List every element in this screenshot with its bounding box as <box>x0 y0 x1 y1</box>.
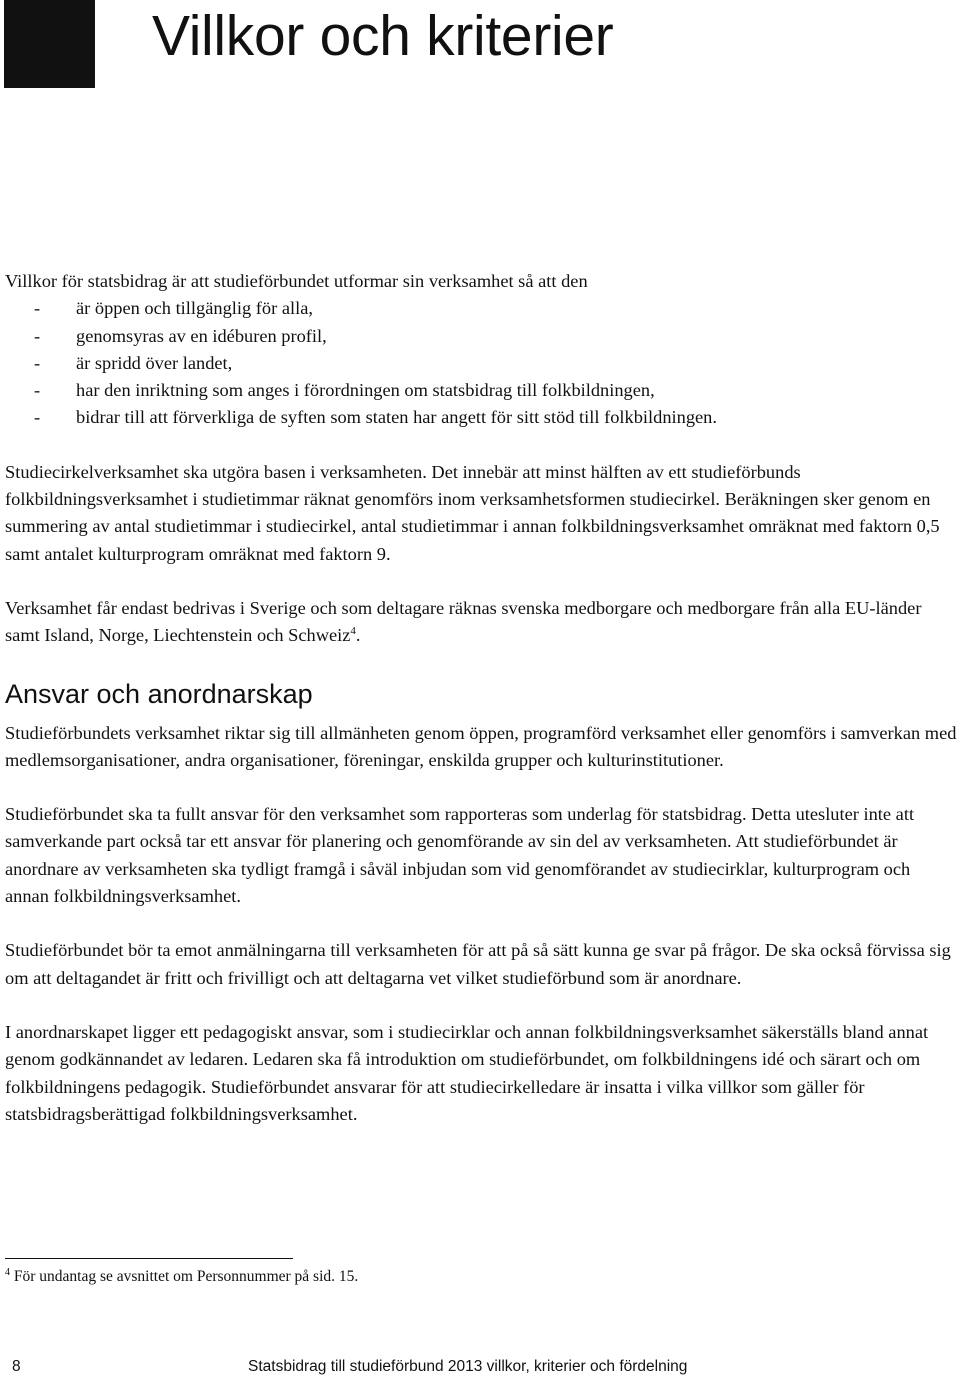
list-item-text: är spridd över landet, <box>76 352 233 373</box>
page-title: Villkor och kriterier <box>152 4 614 68</box>
footnote-reference: 4 <box>350 625 356 638</box>
intro-lead: Villkor för statsbidrag är att studieförbundet utformar sin verksamhet så att den <box>5 271 588 291</box>
list-item <box>5 295 957 322</box>
list-item-text: är öppen och tillgänglig för alla, <box>76 298 313 319</box>
bullet-dash: - <box>34 352 41 373</box>
criteria-list <box>5 295 957 431</box>
list-item-text: bidrar till att förverkliga de syften som staten har angett för sitt stöd till folkbildningen. <box>76 407 717 428</box>
paragraph-sverige-end: . <box>355 625 361 646</box>
list-item <box>5 350 957 377</box>
list-item-text: har den inriktning som anges i förordningen om statsbidrag till folkbildningen, <box>76 380 655 401</box>
section-paragraph: Studieförbundets verksamhet riktar sig till allmänheten genom öppen, programförd verksamhet eller genomförs i samverkan med medlemsorganisationer, andra organisationer, föreningar, enskilda grupper och kulturinstitutioner. <box>5 722 957 770</box>
document-body <box>5 268 957 1128</box>
section-paragraph: I anordnarskapet ligger ett pedagogiskt ansvar, som i studiecirklar och annan folkbildningsverksamhet säkerställs bland annat genom godkännandet av ledaren. Ledaren ska få introduktion om studieförbundet, om folkbildningens idé och särart och om folkbildningens pedagogik. Studieförbundet ansvarar för att studiecirkelledare är insatta i vilka villkor som gäller för statsbidragsberättigad folkbildningsverksamhet. <box>5 1021 929 1124</box>
list-item <box>5 377 957 404</box>
header-black-square <box>4 0 95 88</box>
bullet-dash: - <box>34 298 41 319</box>
paragraph-sverige-text: Verksamhet får endast bedrivas i Sverige och som deltagare räknas svenska medborgare och medborgare från alla EU-länder samt Island, Norge, Liechtenstein och Schweiz <box>5 597 922 646</box>
footnote-marker: 4 <box>5 1267 10 1278</box>
running-footer: Statsbidrag till studieförbund 2013 villkor, kriterier och fördelning <box>248 1358 688 1375</box>
section-paragraph: Studieförbundet ska ta fullt ansvar för den verksamhet som rapporteras som underlag för statsbidrag. Detta utesluter inte att samverkande part också tar ett ansvar för planering och genomförande av sin del av verksamheten. Att studieförbundet är anordnare av verksamheten ska tydligt framgå i såväl inbjudan som vid genomförandet av studiecirklar, kulturprogram och annan folkbildningsverksamhet. <box>5 804 915 907</box>
bullet-dash: - <box>34 380 41 401</box>
list-item <box>5 404 957 431</box>
paragraph-studiecirkel: Studiecirkelverksamhet ska utgöra basen i verksamheten. Det innebär att minst hälften av ett studieförbunds folkbildningsverksamhet i studietimmar räknat genomförs inom verksamhetsformen studiecirkel. Beräkningen sker genom en summering av antal studietimmar i studiecirkel, antal studietimmar i annan folkbildningsverksamhet omräknat med faktorn 0,5 samt antalet kulturprogram omräknat med faktorn 9. <box>5 461 940 564</box>
bullet-dash: - <box>34 325 41 346</box>
footnote-divider <box>5 1258 293 1259</box>
page-number: 8 <box>12 1358 21 1375</box>
section-paragraph: Studieförbundet bör ta emot anmälningarna till verksamheten för att på så sätt kunna ge svar på frågor. De ska också förvissa sig om att deltagandet är fritt och frivilligt och att deltagarna vet vilket studieförbund som är anordnare. <box>5 940 951 988</box>
footnote-text: För undantag se avsnittet om Personnummer på sid. 15. <box>13 1268 359 1285</box>
list-item-text: genomsyras av en idéburen profil, <box>76 325 327 346</box>
section-heading: Ansvar och anordnarskap <box>5 678 313 709</box>
paragraph-sverige <box>5 595 957 650</box>
footnote <box>5 1266 358 1288</box>
bullet-dash: - <box>34 407 41 428</box>
list-item <box>5 323 957 350</box>
